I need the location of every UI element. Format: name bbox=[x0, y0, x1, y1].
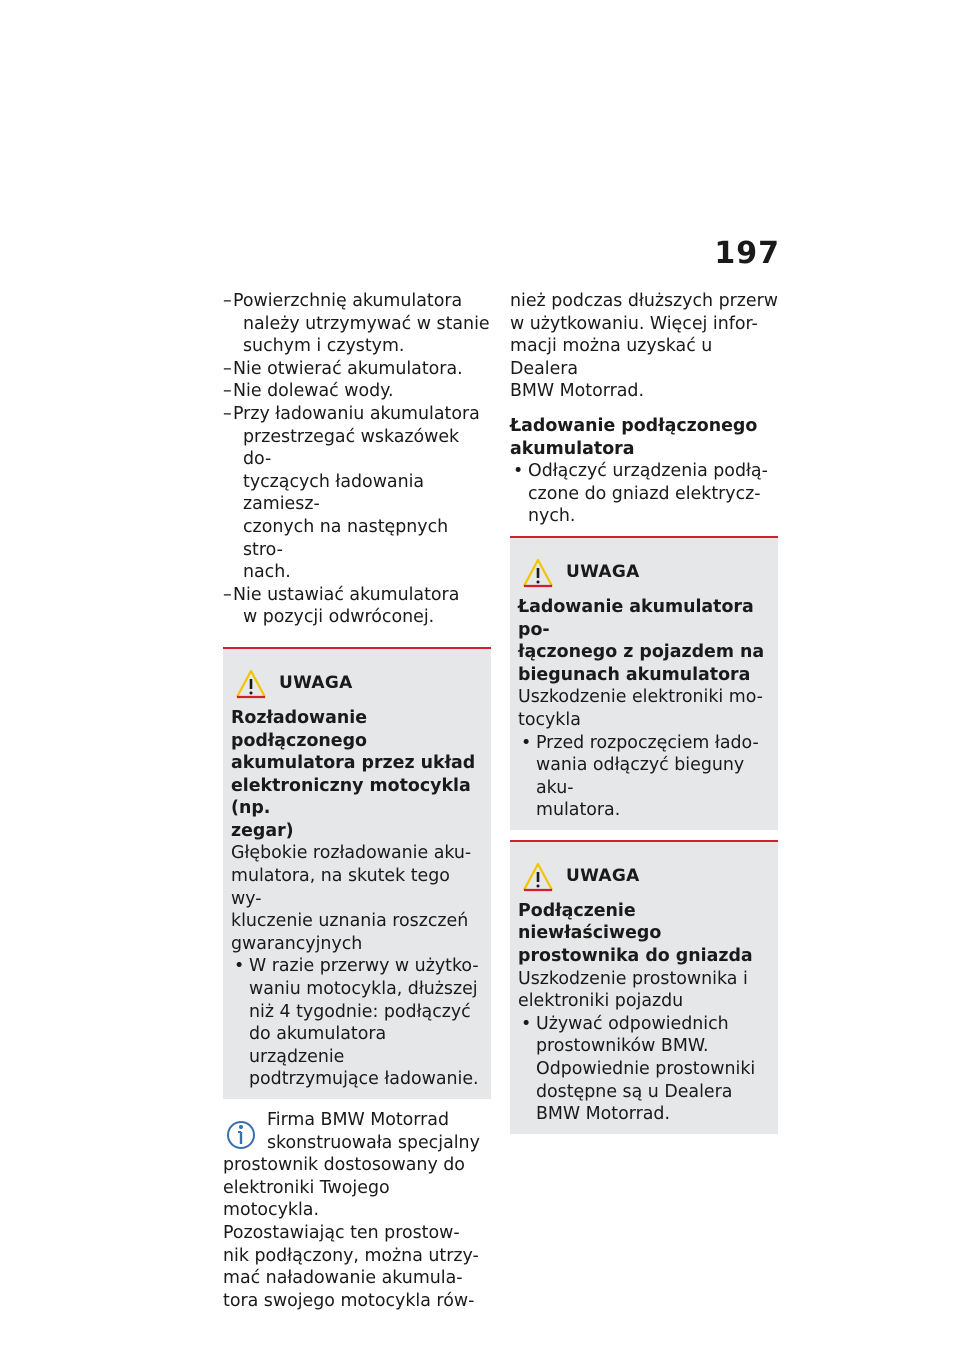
dash-mark: – bbox=[223, 381, 232, 402]
dash-mark: – bbox=[223, 291, 232, 311]
warning-title: UWAGA bbox=[279, 672, 353, 693]
bullet-mark: • bbox=[521, 1013, 532, 1034]
info-line: mać naładowanie akumula- bbox=[223, 1268, 463, 1289]
warning-box bbox=[510, 536, 778, 830]
info-line: nik podłączony, można utrzy- bbox=[223, 1245, 479, 1266]
warning-box bbox=[223, 647, 491, 1099]
warning-consequence: Głębokie rozładowanie aku- mulatora, na skutek tego wy- kluczenie uznania roszczeń gwarancyjnych bbox=[231, 843, 472, 954]
dash-mark: – bbox=[223, 584, 232, 605]
warning-consequence: Uszkodzenie elektroniki mo- tocykla bbox=[518, 687, 763, 730]
dash-list bbox=[223, 290, 491, 629]
bullet-mark: • bbox=[234, 956, 245, 977]
info-line: prostownik dostosowany do bbox=[223, 1155, 465, 1176]
section-heading: Ładowanie podłączonego akumulatora bbox=[510, 415, 758, 459]
list-item-line: czonych na następnych stro- bbox=[243, 516, 449, 560]
list-item-line: Nie dolewać wody. bbox=[233, 381, 394, 402]
info-block bbox=[223, 1109, 491, 1312]
page-number: 197 bbox=[714, 236, 780, 271]
list-item-line: przestrzegać wskazówek do- bbox=[243, 426, 460, 470]
list-item-line: należy utrzymywać w stanie bbox=[243, 313, 490, 334]
right-column bbox=[510, 290, 778, 1134]
warning-header bbox=[231, 663, 483, 703]
warning-triangle-icon bbox=[518, 555, 558, 589]
list-item-line: suchym i czystym. bbox=[243, 336, 405, 357]
list-item-line: tyczących ładowania zamiesz- bbox=[243, 471, 425, 515]
warning-title: UWAGA bbox=[566, 561, 640, 582]
bullet-mark: • bbox=[513, 461, 524, 482]
warning-consequence: Uszkodzenie prostownika i elektroniki pojazdu bbox=[518, 968, 748, 1012]
continued-paragraph: nież podczas dłuższych przerw w użytkowaniu. Więcej infor- macji można uzyskać u Dealera BMW Motorrad. bbox=[510, 291, 778, 402]
list-item-line: nach. bbox=[243, 562, 291, 583]
list-item bbox=[223, 584, 491, 629]
info-line: tora swojego motocykla rów- bbox=[223, 1290, 475, 1311]
dash-mark: – bbox=[223, 358, 232, 379]
warning-header bbox=[518, 552, 770, 592]
dash-mark: – bbox=[223, 403, 232, 424]
info-line: Pozostawiając ten prostow- bbox=[223, 1222, 460, 1243]
list-item bbox=[223, 358, 491, 381]
list-item bbox=[223, 290, 491, 358]
warning-subject: Podłączenie niewłaściwego prostownika do gniazda bbox=[518, 900, 753, 967]
warning-title: UWAGA bbox=[566, 865, 640, 886]
warning-triangle-icon bbox=[231, 666, 271, 700]
list-item-line: Nie ustawiać akumulatora bbox=[233, 584, 460, 605]
list-item bbox=[223, 403, 491, 584]
bullet-mark: • bbox=[521, 732, 532, 753]
left-column bbox=[223, 290, 491, 1312]
warning-header bbox=[518, 856, 770, 896]
warning-subject: Rozładowanie podłączonego akumulatora przez układ elektroniczny motocykla (np. zegar) bbox=[231, 707, 476, 841]
info-icon bbox=[225, 1115, 257, 1155]
warning-action: • Przed rozpoczęciem łado- wania odłączyć bieguny aku- mulatora. bbox=[521, 732, 759, 821]
list-item bbox=[223, 380, 491, 403]
info-line: Firma BMW Motorrad bbox=[267, 1110, 449, 1130]
warning-box bbox=[510, 840, 778, 1134]
info-line: skonstruowała specjalny bbox=[267, 1132, 480, 1153]
list-item-line: w pozycji odwróconej. bbox=[243, 607, 435, 628]
warning-action: • W razie przerwy w użytko- waniu motocykla, dłuższej niż 4 tygodnie: podłączyć do akumulatora urządzenie podtrzymujące ładowanie. bbox=[234, 956, 479, 1090]
warning-triangle-icon bbox=[518, 859, 558, 893]
warning-action: • Używać odpowiednich prostowników BMW. Odpowiednie prostowniki dostępne są u Dealera BMW Motorrad. bbox=[521, 1013, 756, 1125]
info-line: elektroniki Twojego motocykla. bbox=[223, 1177, 390, 1221]
list-item-line: Nie otwierać akumulatora. bbox=[233, 358, 463, 379]
list-item-line: Przy ładowaniu akumulatora bbox=[233, 403, 480, 424]
list-item: • Odłączyć urządzenia podłą- czone do gniazd elektrycz- nych. bbox=[513, 461, 768, 527]
warning-subject: Ładowanie akumulatora po- łączonego z pojazdem na biegunach akumulatora bbox=[518, 596, 765, 685]
list-item-line: Powierzchnię akumulatora bbox=[233, 291, 463, 311]
